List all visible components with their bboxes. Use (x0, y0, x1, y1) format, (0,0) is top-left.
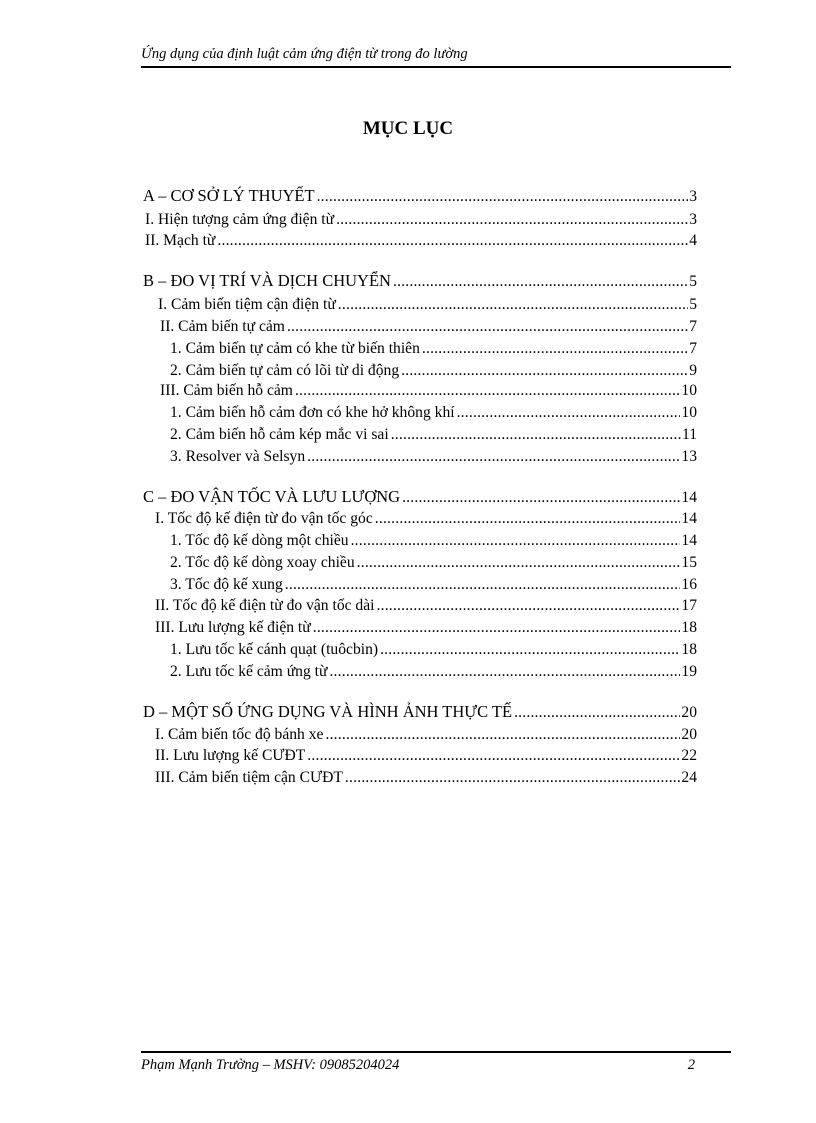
toc-section-a[interactable] (143, 186, 697, 206)
dot-leader (357, 553, 681, 573)
toc-entry-label: 1. Lưu tốc kế cánh quạt (tuôcbin) (170, 641, 379, 658)
toc-entry-label: D – MỘT SỐ ỨNG DỤNG VÀ HÌNH ẢNH THỰC TẾ (143, 702, 513, 721)
toc-entry-label: 1. Cảm biến tự cảm có khe từ biến thiên (170, 340, 420, 357)
toc-subitem[interactable] (170, 662, 697, 682)
toc-item[interactable] (145, 231, 697, 251)
toc-entry-page: 10 (681, 382, 697, 399)
dot-leader (317, 187, 689, 207)
toc-entry-label: II. Lưu lượng kế CƯĐT (155, 747, 306, 764)
toc-entry-page: 3 (689, 211, 697, 228)
toc-entry-page: 14 (681, 510, 697, 527)
toc-entry-label: II. Tốc độ kế điện từ đo vận tốc dài (155, 597, 375, 614)
dot-leader (285, 575, 681, 595)
toc-entry-label: I. Hiện tượng cảm ứng điện từ (145, 211, 335, 228)
toc-section-c[interactable] (143, 487, 697, 507)
toc-entry-page: 11 (681, 426, 697, 443)
toc-item[interactable] (160, 381, 697, 401)
toc-entry-page: 5 (689, 296, 697, 313)
dot-leader (393, 272, 688, 292)
toc-entry-page: 7 (689, 340, 697, 357)
toc-entry-label: I. Tốc độ kế điện từ đo vận tốc góc (155, 510, 373, 527)
toc-entry-page: 20 (681, 704, 697, 721)
toc-subitem[interactable] (170, 575, 697, 595)
toc-section-b[interactable] (143, 271, 697, 291)
dot-leader (313, 618, 681, 638)
toc-subitem[interactable] (170, 553, 697, 573)
toc-subitem[interactable] (170, 447, 697, 467)
toc-entry-label: I. Cảm biến tiệm cận điện từ (158, 296, 336, 313)
toc-item[interactable] (155, 618, 697, 638)
dot-leader (380, 640, 680, 660)
toc-item[interactable] (155, 746, 697, 766)
toc-entry-label: III. Cảm biến tiệm cận CƯĐT (155, 769, 343, 786)
toc-entry-label: A – CƠ SỞ LÝ THUYẾT (143, 186, 315, 205)
toc-entry-page: 4 (689, 232, 697, 249)
toc-entry-page: 10 (681, 404, 697, 421)
toc-entry-page: 14 (681, 532, 697, 549)
dot-leader (345, 768, 680, 788)
dot-leader (307, 447, 680, 467)
toc-entry-label: 1. Tốc độ kế dòng một chiều (170, 532, 349, 549)
toc-entry-label: 3. Resolver và Selsyn (170, 448, 306, 465)
dot-leader (217, 231, 688, 251)
dot-leader (514, 703, 680, 723)
page-footer (141, 1051, 731, 1074)
dot-leader (338, 295, 688, 315)
footer-author: Phạm Mạnh Trường – MSHV: 09085204024 (141, 1057, 400, 1073)
dot-leader (307, 746, 680, 766)
toc-entry-page: 18 (681, 619, 697, 636)
toc-entry-label: II. Cảm biến tự cảm (160, 318, 285, 335)
toc-item[interactable] (155, 509, 697, 529)
toc-entry-label: 2. Tốc độ kế dòng xoay chiều (170, 554, 355, 571)
toc-entry-page: 16 (681, 576, 697, 593)
toc-entry-page: 3 (689, 188, 697, 205)
toc-entry-page: 22 (681, 747, 697, 764)
toc-subitem[interactable] (170, 361, 697, 381)
dot-leader (329, 662, 680, 682)
toc-item[interactable] (155, 768, 697, 788)
toc-entry-page: 18 (681, 641, 697, 658)
toc-entry-label: 2. Lưu tốc kế cảm ứng từ (170, 663, 328, 680)
toc-entry-label: III. Lưu lượng kế điện từ (155, 619, 311, 636)
toc-subitem[interactable] (170, 531, 697, 551)
toc-entry-label: 3. Tốc độ kế xung (170, 576, 283, 593)
toc-subitem[interactable] (170, 425, 697, 445)
toc-entry-page: 24 (681, 769, 697, 786)
toc-entry-label: B – ĐO VỊ TRÍ VÀ DỊCH CHUYỂN (143, 271, 391, 290)
dot-leader (336, 210, 688, 230)
toc-entry-page: 14 (681, 489, 697, 506)
toc-item[interactable] (145, 210, 697, 230)
toc-entry-page: 5 (689, 273, 697, 290)
toc-entry-label: 1. Cảm biến hỗ cảm đơn có khe hở không khí (170, 404, 455, 421)
running-header: Ứng dụng của định luật cảm ứng điện từ trong đo lường (141, 46, 731, 68)
toc-entry-label: C – ĐO VẬN TỐC VÀ LƯU LƯỢNG (143, 487, 401, 506)
toc-item[interactable] (155, 596, 697, 616)
toc-entry-page: 15 (681, 554, 697, 571)
toc-entry-label: 2. Cảm biến hỗ cảm kép mắc vi sai (170, 426, 389, 443)
toc-entry-page: 13 (681, 448, 697, 465)
toc-entry-page: 20 (681, 726, 697, 743)
page-title: MỤC LỤC (362, 118, 454, 139)
dot-leader (287, 317, 688, 337)
toc-entry-label: II. Mạch từ (145, 232, 216, 249)
toc-entry-label: III. Cảm biến hỗ cảm (160, 382, 293, 399)
toc-entry-page: 19 (681, 663, 697, 680)
dot-leader (402, 488, 680, 508)
dot-leader (325, 725, 680, 745)
footer-page-number: 2 (687, 1057, 695, 1073)
dot-leader (351, 531, 681, 551)
toc-subitem[interactable] (170, 403, 697, 423)
toc-subitem[interactable] (170, 339, 697, 359)
toc-section-d[interactable] (143, 702, 697, 722)
toc-entry-page: 17 (681, 597, 697, 614)
toc-entry-label: I. Cảm biến tốc độ bánh xe (155, 726, 324, 743)
toc-entry-page: 9 (689, 362, 697, 379)
toc-item[interactable] (155, 725, 697, 745)
toc-item[interactable] (158, 295, 697, 315)
dot-leader (401, 361, 688, 381)
dot-leader (295, 381, 680, 401)
toc-entry-page: 7 (689, 318, 697, 335)
toc-entry-label: 2. Cảm biến tự cảm có lõi từ di động (170, 362, 400, 379)
dot-leader (457, 403, 681, 423)
dot-leader (375, 509, 681, 529)
dot-leader (391, 425, 681, 445)
dot-leader (377, 596, 681, 616)
toc-subitem[interactable] (170, 640, 697, 660)
dot-leader (422, 339, 688, 359)
toc-item[interactable] (160, 317, 697, 337)
